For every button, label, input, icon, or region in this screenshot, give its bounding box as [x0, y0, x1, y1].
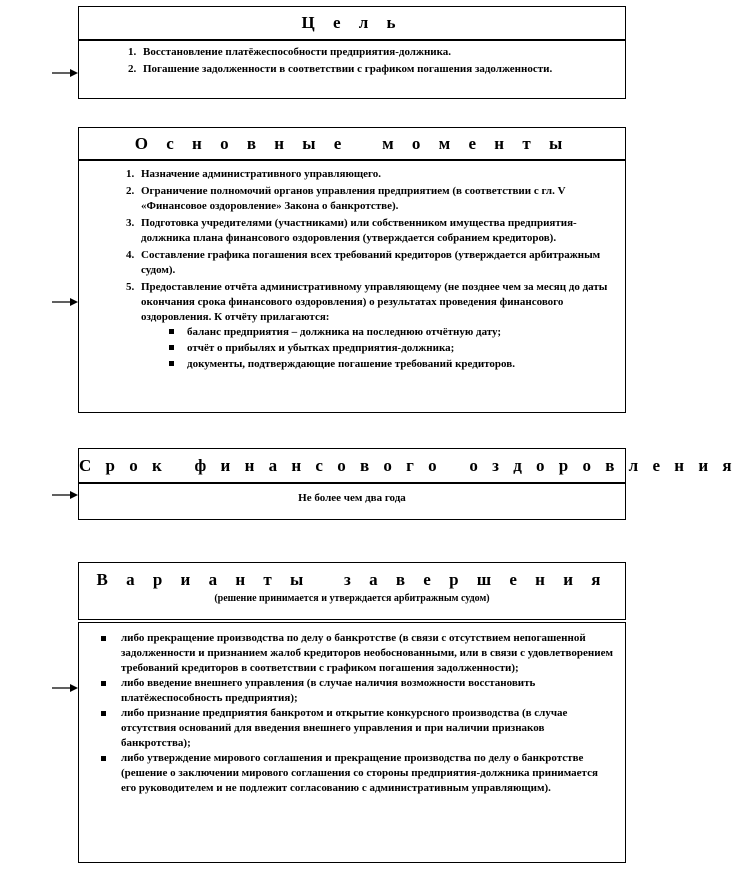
arrow-icon	[52, 297, 78, 307]
completion-body	[78, 622, 626, 863]
list-item: 1. Назначение административного управляющего.	[137, 167, 617, 182]
bullet-icon	[169, 361, 174, 366]
completion-list	[79, 631, 625, 796]
list-item-text: либо утверждение мирового соглашения и прекращение производства по делу о банкротстве (решение о заключении мирового соглашения со стороны предприятия-должника принимается его руководителем и не подлежит согласованию с административным управляющим).	[121, 752, 598, 794]
bullet-icon	[169, 345, 174, 350]
arrow-icon	[52, 490, 78, 500]
goal-title: Ц е л ь	[301, 13, 403, 32]
completion-title: В а р и а н т ы з а в е р ш е н и я	[96, 570, 608, 589]
list-item: 2. Погашение задолженности в соответствии с графиком погашения задолженности.	[139, 62, 625, 77]
list-item-text: отчёт о прибылях и убытках предприятия-должника;	[187, 342, 455, 354]
list-item	[121, 676, 615, 706]
goal-list	[79, 45, 625, 77]
list-item	[121, 706, 615, 751]
list-item	[121, 631, 615, 676]
completion-header	[78, 562, 626, 620]
arrow-icon	[52, 68, 78, 78]
term-title: С р о к ф и н а н с о в о г о о з д о р о в л е н и я	[79, 456, 737, 475]
list-item	[187, 325, 611, 340]
list-item	[187, 357, 611, 372]
bullet-icon	[101, 636, 106, 641]
term-header	[78, 448, 737, 483]
bullet-icon	[169, 329, 174, 334]
list-item-text: баланс предприятия – должника на последнюю отчётную дату;	[187, 326, 502, 338]
main-points-list	[79, 167, 625, 372]
goal-body	[78, 40, 626, 99]
list-item: 4. Составление графика погашения всех требований кредиторов (утверждается арбитражным судом).	[137, 248, 617, 278]
goal-header	[78, 6, 626, 40]
list-item-text: либо прекращение производства по делу о банкротстве (в связи с отсутствием непогашенной задолженности и признанием жалоб кредиторов необоснованными, или в связи с удовлетворением требований кредиторов в соответствии с графиком погашения задолженности);	[121, 632, 613, 674]
attachments-list	[141, 325, 611, 372]
term-body	[78, 483, 626, 520]
completion-subtitle: (решение принимается и утверждается арбитражным судом)	[214, 593, 490, 604]
bullet-icon	[101, 756, 106, 761]
bullet-icon	[101, 681, 106, 686]
main-points-body	[78, 160, 626, 413]
list-item: 1. Восстановление платёжеспособности предприятия-должника.	[139, 45, 625, 60]
main-points-header	[78, 127, 626, 160]
list-item	[187, 341, 611, 356]
arrow-icon	[52, 683, 78, 693]
list-item-text: либо признание предприятия банкротом и открытие конкурсного производства (в случае отсутствия оснований для введения внешнего управления и при наличии признаков банкротства);	[121, 707, 568, 749]
list-item-text: документы, подтверждающие погашение требований кредиторов.	[187, 358, 515, 370]
list-item: 3. Подготовка учредителями (участниками) или собственником имущества предприятия-должника плана финансового оздоровления (утверждается собранием кредиторов).	[137, 216, 617, 246]
list-item-text: Предоставление отчёта административному управляющему (не позднее чем за месяц до даты окончания срока финансового оздоровления) о результатах проведения финансового оздоровления. К отчёту прилагаются:	[141, 281, 608, 323]
list-item	[121, 751, 615, 796]
term-value: Не более чем два года	[298, 492, 406, 504]
main-points-title: О с н о в н ы е м о м е н т ы	[134, 134, 570, 153]
bullet-icon	[101, 711, 106, 716]
list-item-text: либо введение внешнего управления (в случае наличия возможности восстановить платёжеспособность предприятия);	[121, 677, 536, 704]
list-item	[137, 280, 617, 372]
list-item: 2. Ограничение полномочий органов управления предприятием (в соответствии с гл. V «Финансовое оздоровление» Закона о банкротстве).	[137, 184, 617, 214]
